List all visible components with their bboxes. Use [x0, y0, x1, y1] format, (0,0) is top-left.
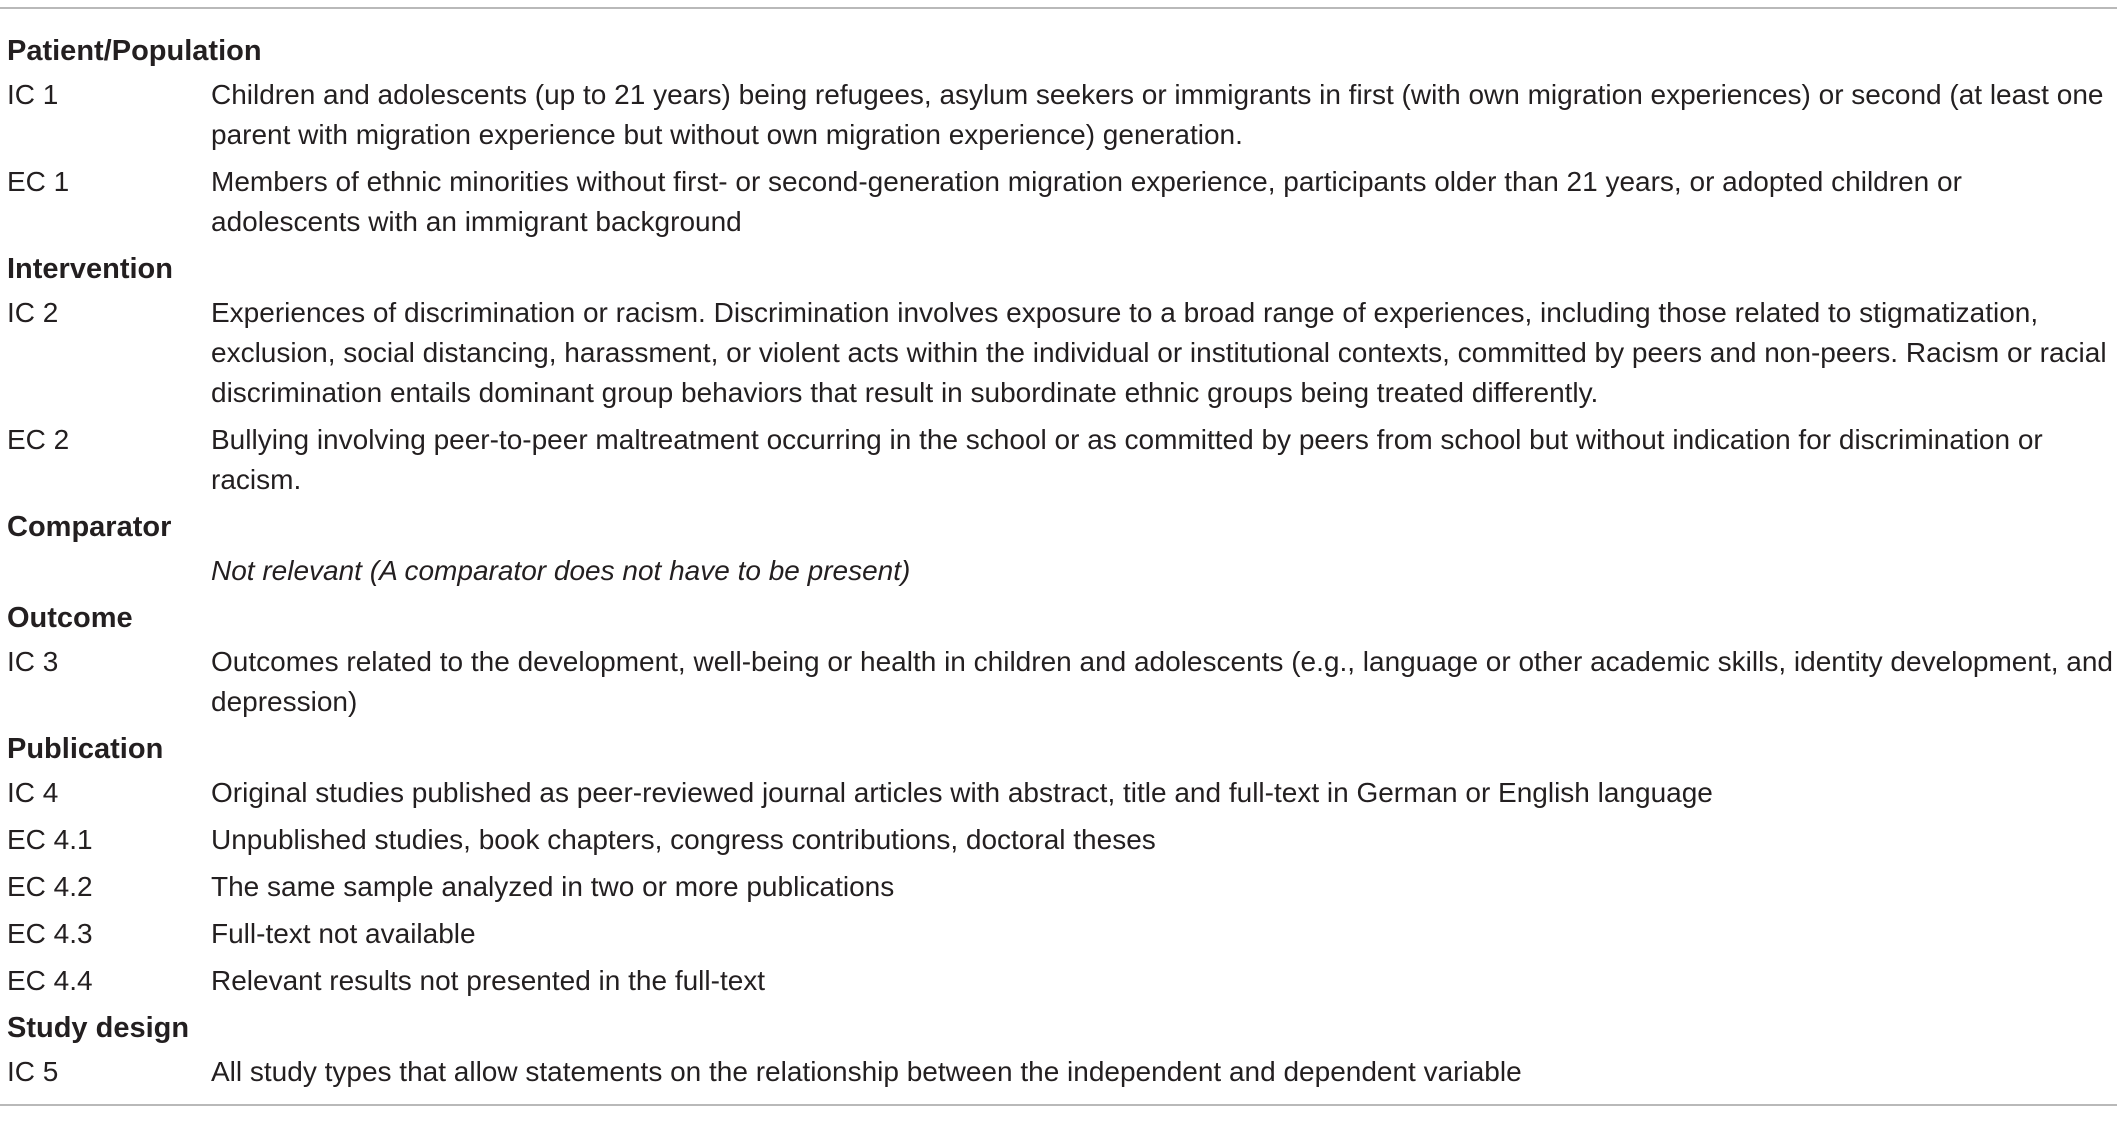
criteria-description: All study types that allow statements on the relationship between the independent and dependent variable	[211, 1056, 1522, 1087]
criteria-description: Outcomes related to the development, well-being or health in children and adolescents (e.g., language or other academic skills, identity development, and depression)	[211, 646, 2114, 717]
criteria-description: Full-text not available	[211, 918, 476, 949]
criteria-row	[0, 867, 2117, 907]
criteria-description: Not relevant (A comparator does not have to be present)	[211, 555, 911, 586]
criteria-row	[0, 420, 2117, 500]
criteria-row	[0, 820, 2117, 860]
section-heading: Patient/Population	[7, 35, 262, 67]
criteria-code: EC 2	[7, 424, 70, 455]
criteria-code: EC 4.1	[7, 824, 93, 855]
criteria-table	[0, 7, 2117, 1106]
criteria-code: EC 4.4	[7, 965, 93, 996]
criteria-description: Children and adolescents (up to 21 years) being refugees, asylum seekers or immigrants in first (with own migration experiences) or second (at least one parent with migration experience but without own migration experience) generation.	[211, 79, 2104, 150]
criteria-code: EC 4.2	[7, 871, 93, 902]
section-heading: Outcome	[7, 602, 133, 634]
criteria-row	[0, 551, 2117, 591]
criteria-description: The same sample analyzed in two or more publications	[211, 871, 895, 902]
bottom-rule	[0, 1104, 2117, 1106]
criteria-code: IC 1	[7, 79, 59, 110]
criteria-code: EC 4.3	[7, 918, 93, 949]
criteria-description: Members of ethnic minorities without first- or second-generation migration experience, participants older than 21 years, or adopted children or adolescents with an immigrant background	[211, 166, 1962, 237]
criteria-row	[0, 293, 2117, 413]
criteria-code: IC 3	[7, 646, 59, 677]
criteria-description: Unpublished studies, book chapters, congress contributions, doctoral theses	[211, 824, 1156, 855]
criteria-code: EC 1	[7, 166, 70, 197]
criteria-description: Experiences of discrimination or racism. Discrimination involves exposure to a broad range of experiences, including those related to stigmatization, exclusion, social distancing, harassment, or violent acts within the individual or institutional contexts, committed by peers and non-peers. Racism or racial discrimination entails dominant group behaviors that result in subordinate ethnic groups being treated differently.	[211, 297, 2107, 408]
section-heading: Intervention	[7, 253, 173, 285]
criteria-row	[0, 961, 2117, 1001]
criteria-row	[0, 914, 2117, 954]
section-heading: Study design	[7, 1012, 190, 1044]
criteria-row	[0, 162, 2117, 242]
criteria-description: Relevant results not presented in the full-text	[211, 965, 766, 996]
criteria-description: Original studies published as peer-reviewed journal articles with abstract, title and full-text in German or English language	[211, 777, 1713, 808]
section-heading: Comparator	[7, 511, 172, 543]
section-heading: Publication	[7, 733, 164, 765]
criteria-code: IC 4	[7, 777, 59, 808]
criteria-row	[0, 773, 2117, 813]
criteria-row	[0, 75, 2117, 155]
table-body	[0, 9, 2117, 1092]
criteria-row	[0, 1052, 2117, 1092]
criteria-description: Bullying involving peer-to-peer maltreatment occurring in the school or as committed by peers from school but without indication for discrimination or racism.	[211, 424, 2043, 495]
criteria-code	[0, 551, 211, 591]
criteria-code: IC 2	[7, 297, 59, 328]
criteria-code: IC 5	[7, 1056, 59, 1087]
criteria-row	[0, 642, 2117, 722]
